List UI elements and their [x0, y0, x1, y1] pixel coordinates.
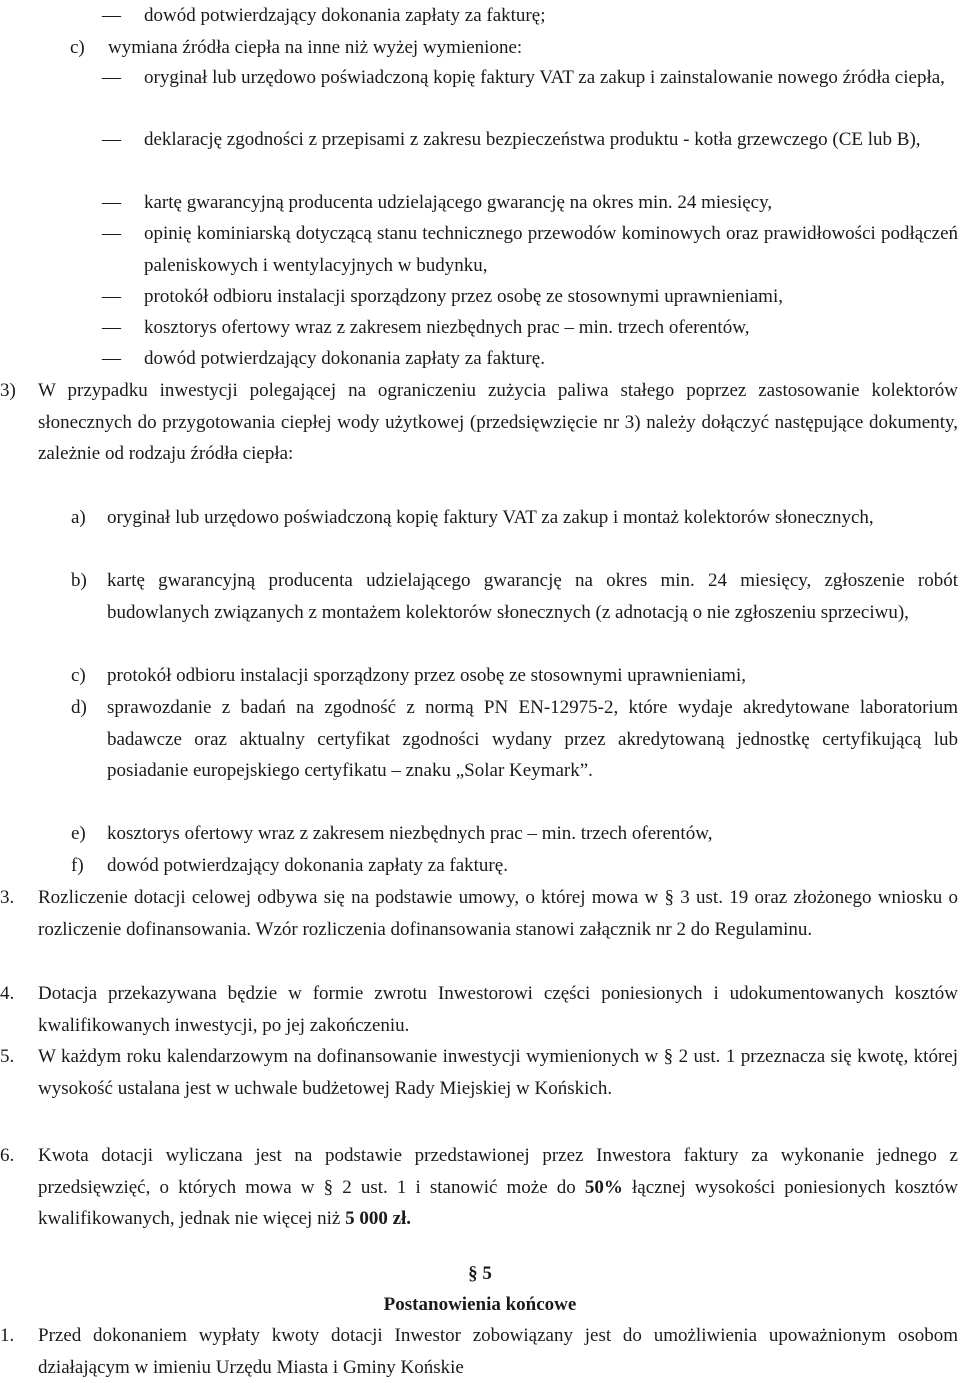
- list-item: [71, 565, 958, 628]
- list-item-label: d): [71, 697, 87, 718]
- dash-bullet: —: [102, 223, 121, 244]
- list-item-text: kosztorys ofertowy wraz z zakresem niezbędnych prac – min. trzech oferentów,: [107, 823, 713, 844]
- dash-item-text: opinię kominiarską dotyczącą stanu technicznego przewodów kominowych oraz prawidłowości podłączeń paleniskowych i wentylacyjnych w budynku,: [144, 223, 958, 276]
- dash-bullet: —: [102, 192, 121, 213]
- numbered-point: [0, 978, 958, 1041]
- dash-item-text: dowód potwierdzający dokonania zapłaty za fakturę;: [144, 5, 546, 26]
- numbered-point-6: [0, 1140, 958, 1235]
- list-item-label: c): [71, 665, 86, 686]
- dash-item: [102, 0, 958, 32]
- section-3: [0, 375, 958, 470]
- list-item-label: a): [71, 507, 86, 528]
- numbered-point: [0, 1320, 958, 1383]
- list-item: [71, 850, 958, 882]
- item-c-block: [70, 32, 958, 64]
- dash-bullet: —: [102, 286, 121, 307]
- point-label: 4.: [0, 983, 15, 1004]
- list-item: [71, 818, 958, 850]
- point-text: Przed dokonaniem wypłaty kwoty dotacji Inwestor zobowiązany jest do umożliwienia upoważnionym osobom działającym w imieniu Urzędu Miasta i Gminy Końskie: [38, 1325, 958, 1378]
- section-5-title: Postanowienia końcowe: [383, 1294, 577, 1315]
- list-item-label: e): [71, 823, 86, 844]
- dash-item-text: dowód potwierdzający dokonania zapłaty za fakturę.: [144, 348, 545, 369]
- point-text: Dotacja przekazywana będzie w formie zwrotu Inwestorowi części poniesionych i udokumentowanych kosztów kwalifikowanych inwestycji, po jej zakończeniu.: [38, 983, 958, 1036]
- dash-item-text: protokół odbioru instalacji sporządzony przez osobę ze stosownymi uprawnieniami,: [144, 286, 783, 307]
- dash-bullet: —: [102, 317, 121, 338]
- dash-bullet: —: [102, 5, 121, 26]
- point-label: 5.: [0, 1046, 15, 1067]
- section-3-text: W przypadku inwestycji polegającej na ograniczeniu zużycia paliwa stałego poprzez zastosowanie kolektorów słonecznych do przygotowania ciepłej wody użytkowej (przedsięwzięcie nr 3) należy dołączyć następujące dokumenty, zależnie od rodzaju źródła ciepła:: [38, 380, 958, 464]
- dash-item: [102, 343, 958, 375]
- list-item: [71, 502, 958, 534]
- point-text: W każdym roku kalendarzowym na dofinansowanie inwestycji wymienionych w § 2 ust. 1 przeznacza się kwotę, której wysokość ustalana jest w uchwale budżetowej Rady Miejskiej w Końskich.: [38, 1046, 958, 1099]
- dash-item: [102, 62, 958, 94]
- point-6-bold-amount: 5 000 zł.: [345, 1208, 412, 1229]
- point-text: Rozliczenie dotacji celowej odbywa się na podstawie umowy, o której mowa w § 3 ust. 19 oraz złożonego wniosku o rozliczenie dofinansowania. Wzór rozliczenia dofinansowania stanowi załącznik nr 2 do Regulaminu.: [38, 887, 958, 940]
- item-c-text: wymiana źródła ciepła na inne niż wyżej wymienione:: [108, 37, 523, 58]
- point-label: 1.: [0, 1325, 15, 1346]
- point-6-text-b: łącznej wysokości poniesionych kosztów kwalifikowanych, jednak nie więcej niż: [38, 1176, 958, 1229]
- dash-item: [102, 187, 958, 219]
- dash-bullet: —: [102, 348, 121, 369]
- section-5-number: § 5: [468, 1263, 492, 1284]
- dash-item-text: kartę gwarancyjną producenta udzielającego gwarancję na okres min. 24 miesięcy,: [144, 192, 773, 213]
- list-item-label: b): [71, 570, 87, 591]
- list-item-text: oryginał lub urzędowo poświadczoną kopię faktury VAT za zakup i montaż kolektorów słonecznych,: [107, 507, 874, 528]
- dash-item-text: deklarację zgodności z przepisami z zakresu bezpieczeństwa produktu - kotła grzewczego (CE lub B),: [144, 129, 921, 150]
- list-item-text: kartę gwarancyjną producenta udzielającego gwarancję na okres min. 24 miesięcy, zgłoszenie robót budowlanych związanych z montażem kolektorów słonecznych (z adnotacją o nie zgłoszeniu sprzeciwu),: [107, 570, 958, 623]
- section-3-label: 3): [0, 380, 16, 401]
- dash-item: [102, 281, 958, 313]
- point-text: [38, 1140, 958, 1235]
- dash-bullet: —: [102, 67, 121, 88]
- list-item-text: sprawozdanie z badań na zgodność z normą PN EN-12975-2, które wydaje akredytowane laboratorium badawcze oraz aktualny certyfikat zgodności wydany przez akredytowaną jednostkę certyfikującą lub posiadanie europejskiego certyfikatu – znaku „Solar Keymark”.: [107, 697, 958, 781]
- point-label: 3.: [0, 887, 15, 908]
- numbered-point: [0, 882, 958, 945]
- point-6-bold-percent: 50%: [584, 1176, 623, 1198]
- dash-item-text: oryginał lub urzędowo poświadczoną kopię faktury VAT za zakup i zainstalowanie nowego źródła ciepła,: [144, 67, 945, 88]
- list-item: [71, 692, 958, 787]
- list-item: [71, 660, 958, 692]
- dash-bullet: —: [102, 129, 121, 150]
- dash-item-text: kosztorys ofertowy wraz z zakresem niezbędnych prac – min. trzech oferentów,: [144, 317, 750, 338]
- dash-item: [102, 312, 958, 344]
- list-item-label: f): [71, 855, 84, 876]
- point-label: 6.: [0, 1145, 15, 1166]
- dash-item: [102, 124, 958, 156]
- item-c-label: c): [70, 37, 85, 58]
- dash-item: [102, 218, 958, 281]
- point-6-text-a: Kwota dotacji wyliczana jest na podstawie przedstawionej przez Inwestora faktury za wykonanie jednego z przedsięwzięć, o których mowa w § 2 ust. 1 i stanowić może do: [38, 1145, 958, 1198]
- list-item-text: dowód potwierdzający dokonania zapłaty za fakturę.: [107, 855, 508, 876]
- numbered-point: [0, 1041, 958, 1104]
- list-item-text: protokół odbioru instalacji sporządzony przez osobę ze stosownymi uprawnieniami,: [107, 665, 746, 686]
